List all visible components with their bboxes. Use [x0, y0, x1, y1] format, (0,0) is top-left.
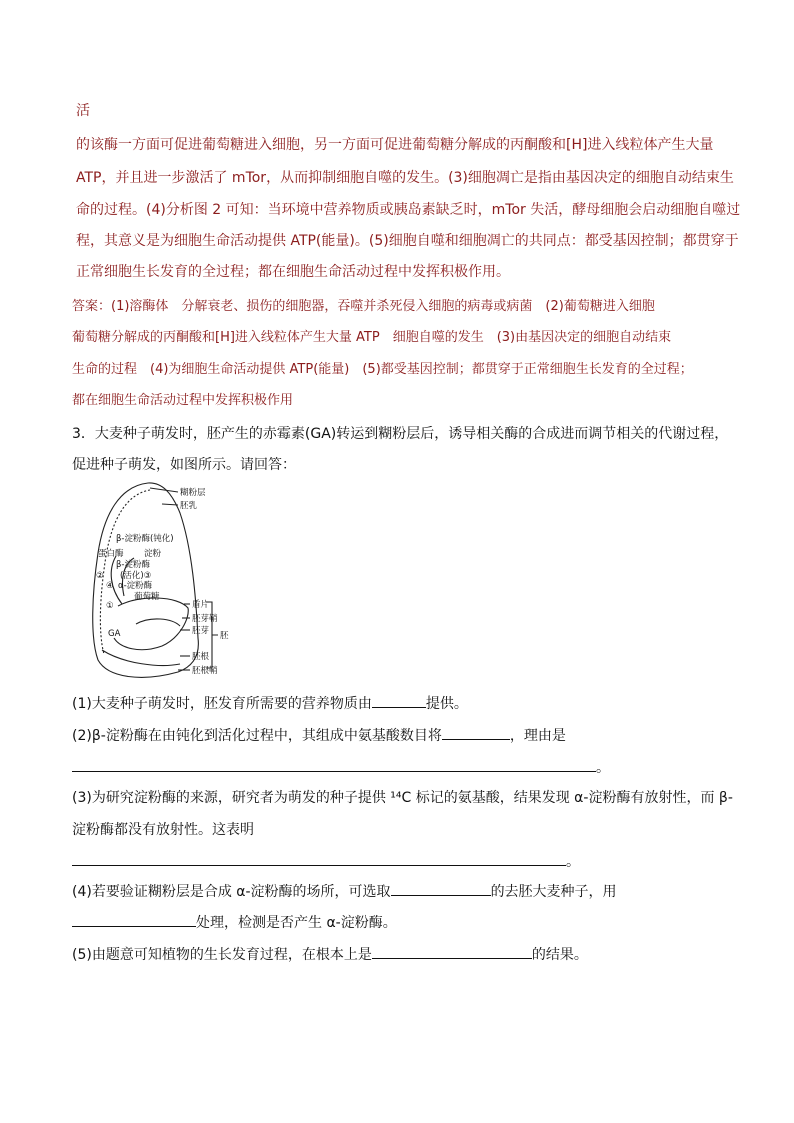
barley-seed-figure — [80, 478, 250, 684]
label-hufenceng: 糊粉层 — [180, 488, 206, 498]
label-pei: 胚 — [220, 631, 229, 641]
answer-blank-4b[interactable] — [72, 912, 196, 927]
question-2-end: 。 — [596, 760, 610, 776]
explanation-fragment: 活 — [76, 103, 90, 119]
label-ga: GA — [108, 629, 121, 639]
label-peigenqiao: 胚根鞘 — [192, 666, 218, 676]
explanation-line-4: 程，其意义是为细胞生命活动提供 ATP(能量)。(5)细胞自噬和细胞凋亡的共同点：都受基因控制；都贯穿于 — [76, 233, 739, 249]
label-peiru: 胚乳 — [180, 501, 198, 511]
question-1 — [72, 693, 468, 714]
answer-line-3: 生命的过程 (4)为细胞生命活动提供 ATP(能量) (5)都受基因控制；都贯穿于正常细胞生长发育的全过程； — [72, 362, 693, 377]
circle-number-1: ① — [106, 601, 114, 611]
embryo-shoot — [136, 619, 180, 626]
answer-line-1: 答案：(1)溶酶体 分解衰老、损伤的细胞器，吞噬并杀死侵入细胞的病毒或病菌 (2)葡萄糖进入细胞 — [72, 299, 655, 314]
label-danbaimei: 蛋白酶 — [98, 549, 124, 559]
label-dunpian: 盾片 — [192, 600, 210, 610]
question-2-tail: ，理由是 — [509, 728, 566, 744]
question-3-line-1: (3)为研究淀粉酶的来源，研究者为萌发的种子提供 ¹⁴C 标记的氨基酸，结果发现 α-淀粉酶有放射性，而 β- — [72, 790, 733, 806]
answer-blank-1[interactable] — [372, 693, 426, 708]
explanation-line-2: ATP，并且进一步激活了 mTor，从而抑制细胞自噬的发生。(3)细胞凋亡是指由基因决定的细胞自动结束生 — [76, 170, 734, 186]
question-2-line — [72, 757, 610, 778]
question-3-line-3 — [72, 851, 580, 872]
question-5 — [72, 944, 588, 965]
question-1-tail: 提供。 — [425, 696, 468, 712]
label-peigen: 胚根 — [192, 652, 210, 662]
question-2-text: (2)β-淀粉酶在由钝化到活化过程中，其组成中氨基酸数目将 — [72, 728, 442, 744]
question-4-text: (4)若要验证糊粉层是合成 α-淀粉酶的场所，可选取 — [72, 884, 391, 900]
explanation-line-1: 的该酶一方面可促进葡萄糖进入细胞，另一方面可促进葡萄糖分解成的丙酮酸和[H]进入线粒体产生大量 — [76, 137, 714, 153]
question-2 — [72, 725, 566, 746]
label-peiya: 胚芽 — [192, 626, 210, 636]
explanation-line-5: 正常细胞生长发育的全过程；都在细胞生命活动过程中发挥积极作用。 — [76, 264, 510, 280]
question-3-line-2: 淀粉酶都没有放射性。这表明 — [72, 822, 254, 838]
question-stem-1: 3．大麦种子萌发时，胚产生的赤霉素(GA)转运到糊粉层后，诱导相关酶的合成进而调节相关的代谢过程， — [72, 426, 729, 442]
explanation-line-3: 命的过程。(4)分析图 2 可知：当环境中营养物质或胰岛素缺乏时，mTor 失活，酵母细胞会启动细胞自噬过 — [76, 202, 741, 218]
question-4-line-1 — [72, 881, 617, 902]
answer-blank-2b[interactable] — [72, 757, 596, 772]
question-3-end: 。 — [566, 854, 580, 870]
label-putaotang: 葡萄糖 — [134, 592, 160, 602]
answer-line-2: 葡萄糖分解成的丙酮酸和[H]进入线粒体产生大量 ATP 细胞自噬的发生 (3)由基因决定的细胞自动结束 — [72, 330, 672, 345]
label-beta-huohua: β-淀粉酶 — [116, 560, 150, 570]
question-1-text: (1)大麦种子萌发时，胚发育所需要的营养物质由 — [72, 696, 372, 712]
label-peiyaqiao: 胚芽鞘 — [192, 614, 218, 624]
answer-blank-3[interactable] — [72, 851, 566, 866]
question-stem-2: 促进种子萌发，如图所示。请回答： — [72, 457, 296, 473]
label-alpha: α-淀粉酶 — [118, 581, 153, 591]
question-4-tail: 处理，检测是否产生 α-淀粉酶。 — [196, 915, 397, 931]
embryo-radicle — [102, 650, 180, 665]
label-dianfen: 淀粉 — [144, 549, 162, 559]
question-4-line-2 — [72, 912, 397, 933]
question-5-text: (5)由题意可知植物的生长发育过程，在根本上是 — [72, 947, 372, 963]
circle-number-4: ④ — [106, 581, 114, 591]
question-4-mid: 的去胚大麦种子，用 — [490, 884, 617, 900]
answer-blank-2a[interactable] — [442, 725, 510, 740]
answer-blank-4a[interactable] — [391, 881, 491, 896]
answer-line-4: 都在细胞生命活动过程中发挥积极作用 — [72, 393, 294, 408]
question-5-tail: 的结果。 — [531, 947, 588, 963]
label-huohua: (活化)③ — [120, 571, 152, 581]
circle-number-2: ② — [96, 571, 104, 581]
answer-blank-5[interactable] — [372, 944, 532, 959]
label-beta-dunhua: β-淀粉酶(钝化) — [116, 534, 174, 544]
